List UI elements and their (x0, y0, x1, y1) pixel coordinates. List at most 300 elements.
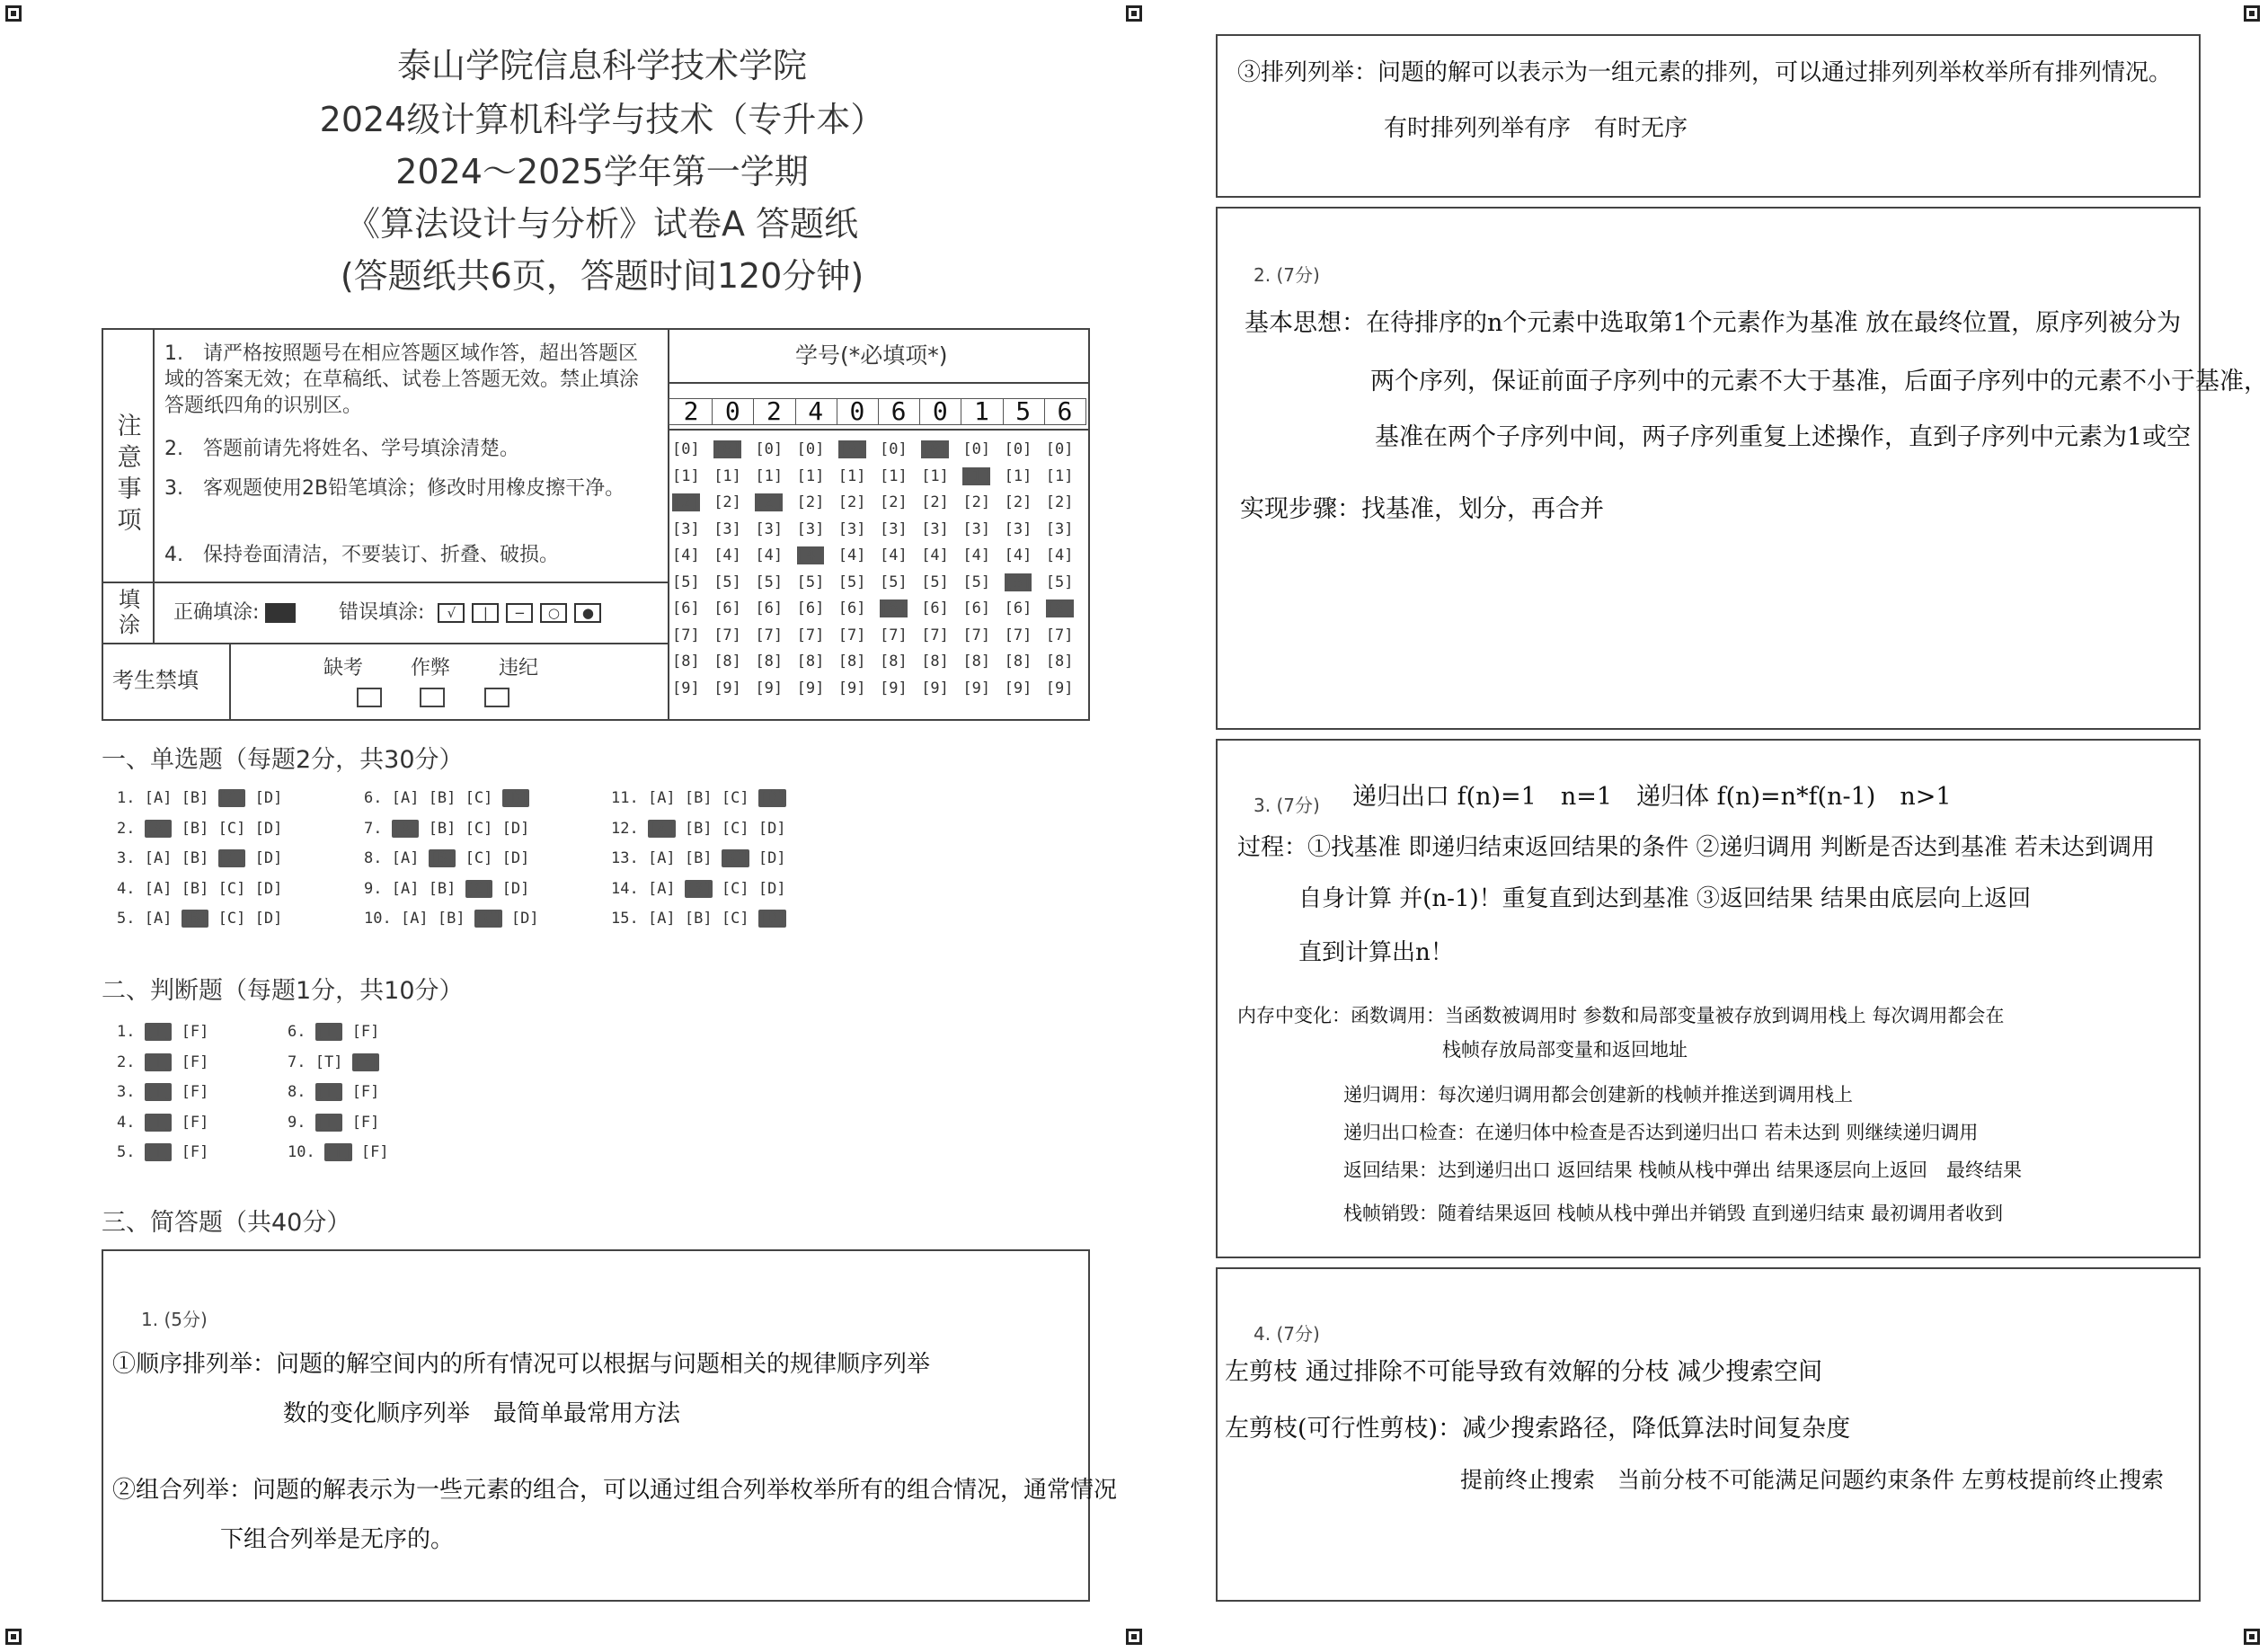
mcq-question (364, 880, 529, 898)
header-line-2: 2024级计算机科学与技术（专升本） (319, 100, 885, 139)
mcq-question (117, 910, 282, 928)
mcq-option-d[interactable]: [D] (757, 819, 786, 838)
student-id-bubble[interactable]: [2] (713, 493, 741, 511)
student-id-bubble[interactable]: [6] (1045, 600, 1074, 617)
mcq-option-d[interactable]: [D] (254, 849, 283, 867)
mcq-question (364, 910, 539, 928)
mcq-option-b[interactable]: [B] (428, 819, 456, 838)
mcq-option-c[interactable]: [C] (465, 849, 493, 867)
tf-option-f[interactable]: [F] (351, 1023, 380, 1041)
mcq-option-a[interactable]: [A] (144, 789, 173, 807)
tf-question (117, 1023, 208, 1041)
tf-question (288, 1114, 379, 1132)
mcq-option-a[interactable]: [A] (391, 849, 420, 867)
student-id-digit: 6 (878, 398, 920, 425)
tf-option-t[interactable]: [T] (144, 1023, 173, 1041)
student-id-bubble[interactable]: [7] (672, 626, 700, 644)
student-id-bubble[interactable]: [0] (1004, 440, 1032, 458)
mcq-option-d[interactable]: [D] (757, 879, 786, 898)
corner-mark-bottom-right (2244, 1629, 2260, 1645)
tf-number: 5. (117, 1143, 145, 1161)
tf-question (117, 1143, 208, 1161)
section2-title: 二、判断题（每题1分，共10分） (102, 977, 464, 1005)
student-id-bubble[interactable]: [7] (962, 626, 991, 644)
student-id-bubble[interactable]: [7] (755, 626, 784, 644)
student-id-bubble[interactable]: [3] (921, 520, 949, 538)
q4-score: 4. (7分) (1254, 1323, 1320, 1345)
student-id-bubble[interactable]: [3] (755, 520, 784, 538)
student-id-bubble[interactable]: [4] (921, 546, 949, 564)
tf-number: 10. (288, 1143, 324, 1161)
student-id-bubble[interactable]: [1] (796, 466, 825, 485)
q1-line-2: 数的变化顺序列举 最简单最常用方法 (283, 1400, 681, 1427)
corner-mark-bottom-left (5, 1629, 22, 1645)
mcq-option-a[interactable]: [A] (400, 910, 429, 928)
student-id-bubble[interactable]: [2] (755, 493, 784, 511)
tf-number: 3. (117, 1083, 145, 1101)
student-id-digit: 6 (1044, 398, 1086, 425)
forbid-violation-checkbox[interactable] (484, 688, 509, 707)
tf-number: 9. (288, 1113, 315, 1132)
mcq-option-d[interactable]: [D] (501, 789, 530, 807)
q1-line-4: 下组合列举是无序的。 (220, 1526, 455, 1553)
forbid-violation-label: 违纪 (499, 657, 539, 679)
tf-option-t[interactable]: [T] (144, 1052, 173, 1071)
forbid-absent-label: 缺考 (323, 657, 364, 679)
wrong-fill-label: 错误填涂: √ | − ○ ● (339, 600, 601, 626)
wrong-sample-dash: − (506, 603, 533, 623)
mcq-option-a[interactable]: [A] (647, 910, 676, 928)
tf-option-t[interactable]: [T] (315, 1113, 343, 1132)
tf-number: 7. (288, 1052, 315, 1071)
mcq-number: 11. (611, 789, 648, 807)
header-line-4: 《算法设计与分析》试卷A 答题纸 (345, 204, 859, 244)
student-id-bubble[interactable]: [1] (921, 466, 949, 485)
tf-option-f[interactable]: [F] (181, 1023, 209, 1041)
mcq-question (611, 789, 786, 807)
student-id-bubble[interactable]: [4] (796, 546, 825, 564)
student-id-bubble[interactable]: [4] (1045, 546, 1074, 564)
tf-option-t[interactable]: [T] (315, 1083, 343, 1101)
student-id-digit: 0 (837, 398, 879, 425)
q2-line-4: 实现步骤：找基准，划分，再合并 (1240, 495, 1604, 523)
student-id-bubble[interactable]: [4] (755, 546, 784, 564)
mcq-option-b[interactable]: [B] (684, 879, 713, 898)
q1b-line-1: ③排列列举：问题的解可以表示为一组元素的排列，可以通过排列列举枚举所有排列情况。 (1237, 59, 2173, 86)
mcq-option-b[interactable]: [B] (181, 789, 209, 807)
student-id-bubble[interactable]: [4] (672, 546, 700, 564)
tf-option-f[interactable]: [F] (181, 1052, 209, 1071)
student-id-bubble[interactable]: [3] (713, 520, 741, 538)
student-id-bubble[interactable]: [2] (672, 493, 700, 511)
mcq-option-c[interactable]: [C] (474, 910, 502, 928)
mcq-option-a[interactable]: [A] (647, 789, 676, 807)
wrong-sample-check: √ (438, 603, 465, 623)
mcq-question (364, 849, 529, 867)
student-id-bubble[interactable]: [2] (796, 493, 825, 511)
student-id-bubble[interactable]: [3] (837, 520, 866, 538)
student-id-bubble[interactable]: [1] (713, 466, 741, 485)
student-id-bubble[interactable]: [8] (921, 653, 949, 671)
student-id-label: 学号(*必填项*) (795, 342, 948, 369)
mcq-option-c[interactable]: [C] (465, 789, 493, 807)
header-line-3: 2024～2025学年第一学期 (395, 152, 809, 191)
mcq-option-c[interactable]: [C] (217, 849, 246, 867)
tf-question (117, 1053, 208, 1071)
q3-line-4: 直到计算出n！ (1298, 939, 1454, 966)
mcq-number: 8. (364, 849, 392, 867)
student-id-bubble[interactable]: [8] (837, 653, 866, 671)
mcq-question (117, 789, 282, 807)
student-id-bubble[interactable]: [6] (713, 600, 741, 617)
header-line-5: (答题纸共6页，答题时间120分钟) (340, 256, 864, 296)
student-id-bubble[interactable]: [1] (1004, 466, 1032, 485)
mcq-option-c[interactable]: [C] (721, 819, 749, 838)
wrong-sample-bar: | (472, 603, 499, 623)
tf-question (288, 1053, 379, 1071)
tf-number: 4. (117, 1113, 145, 1132)
student-id-bubble[interactable]: [0] (837, 440, 866, 458)
student-id-bubble[interactable]: [0] (1045, 440, 1074, 458)
student-id-bubble[interactable]: [9] (880, 679, 908, 697)
student-id-bubble[interactable]: [5] (796, 573, 825, 591)
tf-option-f[interactable]: [F] (351, 1113, 380, 1132)
student-id-bubble[interactable]: [7] (1045, 626, 1074, 644)
student-id-bubble[interactable]: [9] (796, 679, 825, 697)
mcq-option-d[interactable]: [D] (501, 849, 530, 867)
student-id-bubble[interactable]: [4] (880, 546, 908, 564)
mcq-option-b[interactable]: [B] (437, 910, 465, 928)
q4-line-2: 左剪枝(可行性剪枝)：减少搜索路径，降低算法时间复杂度 (1225, 1415, 1851, 1443)
student-id-bubble[interactable]: [9] (755, 679, 784, 697)
student-id-bubble[interactable]: [9] (1004, 679, 1032, 697)
tf-question (117, 1083, 208, 1101)
student-id-bubble[interactable]: [5] (1045, 573, 1074, 591)
mcq-option-d[interactable]: [D] (757, 849, 786, 867)
mcq-number: 9. (364, 879, 392, 898)
mcq-option-a[interactable]: [A] (391, 789, 420, 807)
corner-mark-bottom-middle (1126, 1629, 1142, 1645)
mcq-option-a[interactable]: [A] (647, 879, 676, 898)
student-id-bubble[interactable]: [3] (880, 520, 908, 538)
student-id-bubble[interactable]: [1] (755, 466, 784, 485)
student-id-digit: 5 (1003, 398, 1045, 425)
student-id-bubble[interactable]: [0] (755, 440, 784, 458)
tf-option-f[interactable]: [F] (181, 1143, 209, 1161)
student-id-bubble[interactable]: [5] (962, 573, 991, 591)
mcq-option-b[interactable]: [B] (428, 849, 456, 867)
q4-line-3: 提前终止搜索 当前分枝不可能满足问题约束条件 左剪枝提前终止搜索 (1460, 1467, 2164, 1493)
mcq-question (364, 820, 529, 838)
q2-line-1: 基本思想：在待排序的n个元素中选取第1个元素作为基准 放在最终位置，原序列被分为 (1245, 309, 2182, 337)
wrong-sample-dot: ● (574, 603, 601, 623)
student-id-bubble[interactable]: [0] (672, 440, 700, 458)
mcq-option-b[interactable]: [B] (428, 789, 456, 807)
tf-question (288, 1023, 379, 1041)
mcq-option-d[interactable]: [D] (501, 879, 530, 898)
section3-title: 三、简答题（共40分） (102, 1209, 351, 1237)
student-id-bubble[interactable]: [3] (1004, 520, 1032, 538)
student-id-bubble[interactable]: [7] (880, 626, 908, 644)
student-id-bubble[interactable]: [6] (672, 600, 700, 617)
mcq-option-a[interactable]: [A] (144, 849, 173, 867)
student-id-bubble[interactable]: [0] (796, 440, 825, 458)
q1b-line-2: 有时排列列举有序 有时无序 (1384, 115, 1688, 142)
forbid-absent-checkbox[interactable] (357, 688, 382, 707)
tf-option-t[interactable]: [T] (315, 1052, 343, 1071)
q3-line-9: 返回结果：达到递归出口 返回结果 栈帧从栈中弹出 结果逐层向上返回 最终结果 (1343, 1159, 2023, 1181)
q2-line-2: 两个序列，保证前面子序列中的元素不大于基准，后面子序列中的元素不小于基准， (1370, 368, 2268, 395)
mcq-number: 14. (611, 879, 648, 898)
student-id-bubble[interactable]: [2] (1045, 493, 1074, 511)
student-id-bubble[interactable]: [1] (880, 466, 908, 485)
notice-item-2: 2. 答题前请先将姓名、学号填涂清楚。 (164, 438, 519, 460)
mcq-option-a[interactable]: [A] (391, 879, 420, 898)
correct-fill-sample (265, 603, 296, 623)
student-id-bubble[interactable]: [2] (1004, 493, 1032, 511)
student-id-bubble[interactable]: [4] (837, 546, 866, 564)
mcq-option-b[interactable]: [B] (684, 789, 713, 807)
mcq-option-a[interactable]: [A] (391, 819, 420, 838)
tf-question (117, 1114, 208, 1132)
q1-line-3: ②组合列举：问题的解表示为一些元素的组合，可以通过组合列举枚举所有的组合情况，通常情况 (112, 1477, 1118, 1504)
student-id-bubble[interactable]: [4] (1004, 546, 1032, 564)
student-id-bubble[interactable]: [2] (921, 493, 949, 511)
notice-item-1: 1. 请严格按照题号在相应答题区域作答，超出答题区域的答案无效；在草稿纸、试卷上答题无效。禁止填涂答题纸四角的识别区。 (164, 342, 640, 417)
mcq-question (611, 849, 786, 867)
student-id-bubble[interactable]: [9] (1045, 679, 1074, 697)
correct-fill-label: 正确填涂: (173, 600, 296, 626)
student-id-bubble[interactable]: [7] (713, 626, 741, 644)
mcq-number: 3. (117, 849, 145, 867)
mcq-option-c[interactable]: [C] (465, 819, 493, 838)
tf-question (288, 1143, 389, 1161)
mcq-option-c[interactable]: [C] (217, 789, 246, 807)
student-id-bubble[interactable]: [8] (755, 653, 784, 671)
mcq-number: 1. (117, 789, 145, 807)
student-id-bubble[interactable]: [0] (962, 440, 991, 458)
forbid-cheat-checkbox[interactable] (420, 688, 445, 707)
mcq-number: 5. (117, 910, 145, 928)
tf-option-f[interactable]: [F] (360, 1143, 389, 1161)
student-id-bubble[interactable]: [6] (1004, 600, 1032, 617)
student-id-bubble[interactable]: [6] (921, 600, 949, 617)
student-id-bubble[interactable]: [5] (880, 573, 908, 591)
q2-line-3: 基准在两个子序列中间，两子序列重复上述操作，直到子序列中元素为1或空 (1375, 423, 2192, 451)
q4-line-1: 左剪枝 通过排除不可能导致有效解的分枝 减少搜索空间 (1225, 1358, 1823, 1386)
mcq-option-a[interactable]: [A] (144, 910, 173, 928)
answer-box-q3 (1216, 739, 2201, 1258)
tf-question (288, 1083, 379, 1101)
q3-line-5: 内存中变化：函数调用：当函数被调用时 参数和局部变量被存放到调用栈上 每次调用都会在 (1237, 1005, 2005, 1026)
student-id-bubble[interactable]: [5] (837, 573, 866, 591)
mcq-number: 10. (364, 910, 401, 928)
mcq-option-c[interactable]: [C] (217, 819, 246, 838)
student-id-bubble[interactable]: [7] (1004, 626, 1032, 644)
mcq-option-d[interactable]: [D] (757, 789, 786, 807)
student-id-bubble[interactable]: [9] (713, 679, 741, 697)
student-id-bubble[interactable]: [6] (796, 600, 825, 617)
mcq-number: 6. (364, 789, 392, 807)
student-id-bubble[interactable]: [1] (672, 466, 700, 485)
q2-score: 2. (7分) (1254, 264, 1320, 286)
answer-box-q1 (102, 1249, 1118, 1602)
student-id-bubble[interactable]: [5] (921, 573, 949, 591)
tf-option-t[interactable]: [T] (315, 1023, 343, 1041)
student-id-bubble[interactable]: [3] (962, 520, 991, 538)
q3-score: 3. (7分) (1254, 795, 1320, 816)
student-id-bubble[interactable]: [1] (1045, 466, 1074, 485)
mcq-number: 4. (117, 879, 145, 898)
mcq-option-b[interactable]: [B] (181, 910, 209, 928)
student-id-bubble[interactable]: [0] (880, 440, 908, 458)
mcq-option-c[interactable]: [C] (721, 849, 749, 867)
wrong-sample-circle: ○ (540, 603, 567, 623)
mcq-number: 13. (611, 849, 648, 867)
mcq-number: 2. (117, 819, 145, 838)
student-id-bubble[interactable]: [4] (713, 546, 741, 564)
mcq-option-d[interactable]: [D] (757, 910, 786, 928)
notice-item-3: 3. 客观题使用2B铅笔填涂；修改时用橡皮擦干净。 (164, 477, 625, 500)
student-id-bubble[interactable]: [8] (962, 653, 991, 671)
student-id-bubble[interactable]: [6] (837, 600, 866, 617)
corner-mark-top-left (5, 5, 22, 22)
mcq-option-a[interactable]: [A] (144, 879, 173, 898)
student-id-bubble[interactable]: [8] (796, 653, 825, 671)
student-id-bubble[interactable]: [6] (962, 600, 991, 617)
mcq-option-c[interactable]: [C] (465, 879, 493, 898)
mcq-question (611, 880, 786, 898)
student-id-bubble[interactable]: [8] (1045, 653, 1074, 671)
forbid-cheat-label: 作弊 (411, 657, 451, 679)
student-id-bubble[interactable]: [5] (713, 573, 741, 591)
student-id-digit: 4 (795, 398, 837, 425)
mcq-option-c[interactable]: [C] (217, 879, 246, 898)
section1-title: 一、单选题（每题2分，共30分） (102, 746, 464, 774)
fill-label: 填涂 (119, 587, 140, 637)
mcq-option-d[interactable]: [D] (254, 910, 283, 928)
mcq-option-c[interactable]: [C] (721, 910, 749, 928)
q3-line-8: 递归出口检查：在递归体中检查是否达到递归出口 若未达到 则继续递归调用 (1343, 1122, 1979, 1143)
student-id-bubble[interactable]: [0] (921, 440, 949, 458)
mcq-option-b[interactable]: [B] (181, 849, 209, 867)
student-id-bubble[interactable]: [5] (755, 573, 784, 591)
student-id-bubble[interactable]: [8] (672, 653, 700, 671)
tf-option-t[interactable]: [T] (144, 1143, 173, 1161)
forbid-label: 考生禁填 (112, 668, 199, 693)
tf-number: 2. (117, 1052, 145, 1071)
student-id-bubble[interactable]: [8] (1004, 653, 1032, 671)
student-id-bubble[interactable]: [5] (1004, 573, 1032, 591)
mcq-option-b[interactable]: [B] (181, 879, 209, 898)
mcq-question (364, 789, 529, 807)
student-id-bubble[interactable]: [9] (962, 679, 991, 697)
student-id-bubble[interactable]: [6] (880, 600, 908, 617)
student-id-bubble[interactable]: [2] (837, 493, 866, 511)
tf-option-f[interactable]: [F] (181, 1083, 209, 1101)
mcq-number: 12. (611, 819, 648, 838)
mcq-option-b[interactable]: [B] (684, 849, 713, 867)
tf-option-f[interactable]: [F] (351, 1052, 380, 1071)
q1-line-1: ①顺序排列举：问题的解空间内的所有情况可以根据与问题相关的规律顺序列举 (112, 1351, 931, 1378)
tf-option-t[interactable]: [T] (144, 1083, 173, 1101)
student-id-bubble[interactable]: [9] (672, 679, 700, 697)
mcq-option-c[interactable]: [C] (217, 910, 246, 928)
student-id-bubble[interactable]: [9] (921, 679, 949, 697)
mcq-option-d[interactable]: [D] (254, 789, 283, 807)
student-id-bubble[interactable]: [2] (880, 493, 908, 511)
mcq-option-c[interactable]: [C] (721, 789, 749, 807)
mcq-option-a[interactable]: [A] (647, 849, 676, 867)
student-id-bubble[interactable]: [3] (796, 520, 825, 538)
mcq-option-c[interactable]: [C] (721, 879, 749, 898)
q3-line-2: 过程：①找基准 即递归结束返回结果的条件 ②递归调用 判断是否达到基准 若未达到调用 (1237, 834, 2156, 861)
mcq-option-d[interactable]: [D] (254, 879, 283, 898)
student-id-bubble[interactable]: [4] (962, 546, 991, 564)
student-id-bubble[interactable]: [7] (837, 626, 866, 644)
mcq-question (611, 910, 786, 928)
tf-option-t[interactable]: [T] (323, 1143, 352, 1161)
q1-score: 1. (5分) (141, 1309, 208, 1330)
student-id-bubble[interactable]: [3] (672, 520, 700, 538)
tf-option-f[interactable]: [F] (181, 1113, 209, 1132)
student-id-bubble[interactable]: [7] (796, 626, 825, 644)
notice-label: 注意事项 (117, 413, 142, 535)
student-id-bubble[interactable]: [0] (713, 440, 741, 458)
mcq-option-b[interactable]: [B] (428, 879, 456, 898)
student-id-bubble[interactable]: [3] (1045, 520, 1074, 538)
student-id-bubble[interactable]: [9] (837, 679, 866, 697)
student-id-bubble[interactable]: [8] (880, 653, 908, 671)
mcq-option-b[interactable]: [B] (684, 910, 713, 928)
student-id-bubble[interactable]: [7] (921, 626, 949, 644)
notice-item-4: 4. 保持卷面清洁，不要装订、折叠、破损。 (164, 544, 559, 566)
mcq-question (117, 820, 282, 838)
mcq-option-b[interactable]: [B] (684, 819, 713, 838)
corner-mark-top-middle (1126, 5, 1142, 22)
student-id-bubble[interactable]: [5] (672, 573, 700, 591)
student-id-bubble[interactable]: [2] (962, 493, 991, 511)
student-id-bubble[interactable]: [1] (837, 466, 866, 485)
q3-line-7: 递归调用：每次递归调用都会创建新的栈帧并推送到调用栈上 (1343, 1084, 1853, 1106)
mcq-question (117, 849, 282, 867)
mcq-option-a[interactable]: [A] (144, 819, 173, 838)
tf-number: 1. (117, 1023, 145, 1041)
mcq-number: 7. (364, 819, 392, 838)
q3-line-10: 栈帧销毁：随着结果返回 栈帧从栈中弹出并销毁 直到递归结束 最初调用者收到 (1343, 1203, 2004, 1224)
mcq-option-a[interactable]: [A] (647, 819, 676, 838)
q3-line-6: 栈帧存放局部变量和返回地址 (1442, 1039, 1688, 1061)
student-id-digit: 2 (670, 398, 713, 425)
mcq-number: 15. (611, 910, 648, 928)
student-id-bubble[interactable]: [1] (962, 466, 991, 485)
mcq-option-d[interactable]: [D] (510, 910, 539, 928)
mcq-option-d[interactable]: [D] (254, 819, 283, 838)
q3-line-3: 自身计算 并(n-1)！重复直到达到基准 ③返回结果 结果由底层向上返回 (1298, 885, 2032, 912)
mcq-question (117, 880, 282, 898)
student-id-bubble[interactable]: [6] (755, 600, 784, 617)
tf-number: 6. (288, 1023, 315, 1041)
tf-option-t[interactable]: [T] (144, 1113, 173, 1132)
mcq-option-b[interactable]: [B] (181, 819, 209, 838)
tf-option-f[interactable]: [F] (351, 1083, 380, 1101)
student-id-bubble[interactable]: [8] (713, 653, 741, 671)
answer-box-q1-continued (1216, 34, 2201, 198)
student-id-digit: 2 (753, 398, 795, 425)
student-id-digit: 0 (919, 398, 961, 425)
student-id-digit: 1 (961, 398, 1003, 425)
mcq-option-d[interactable]: [D] (501, 819, 530, 838)
